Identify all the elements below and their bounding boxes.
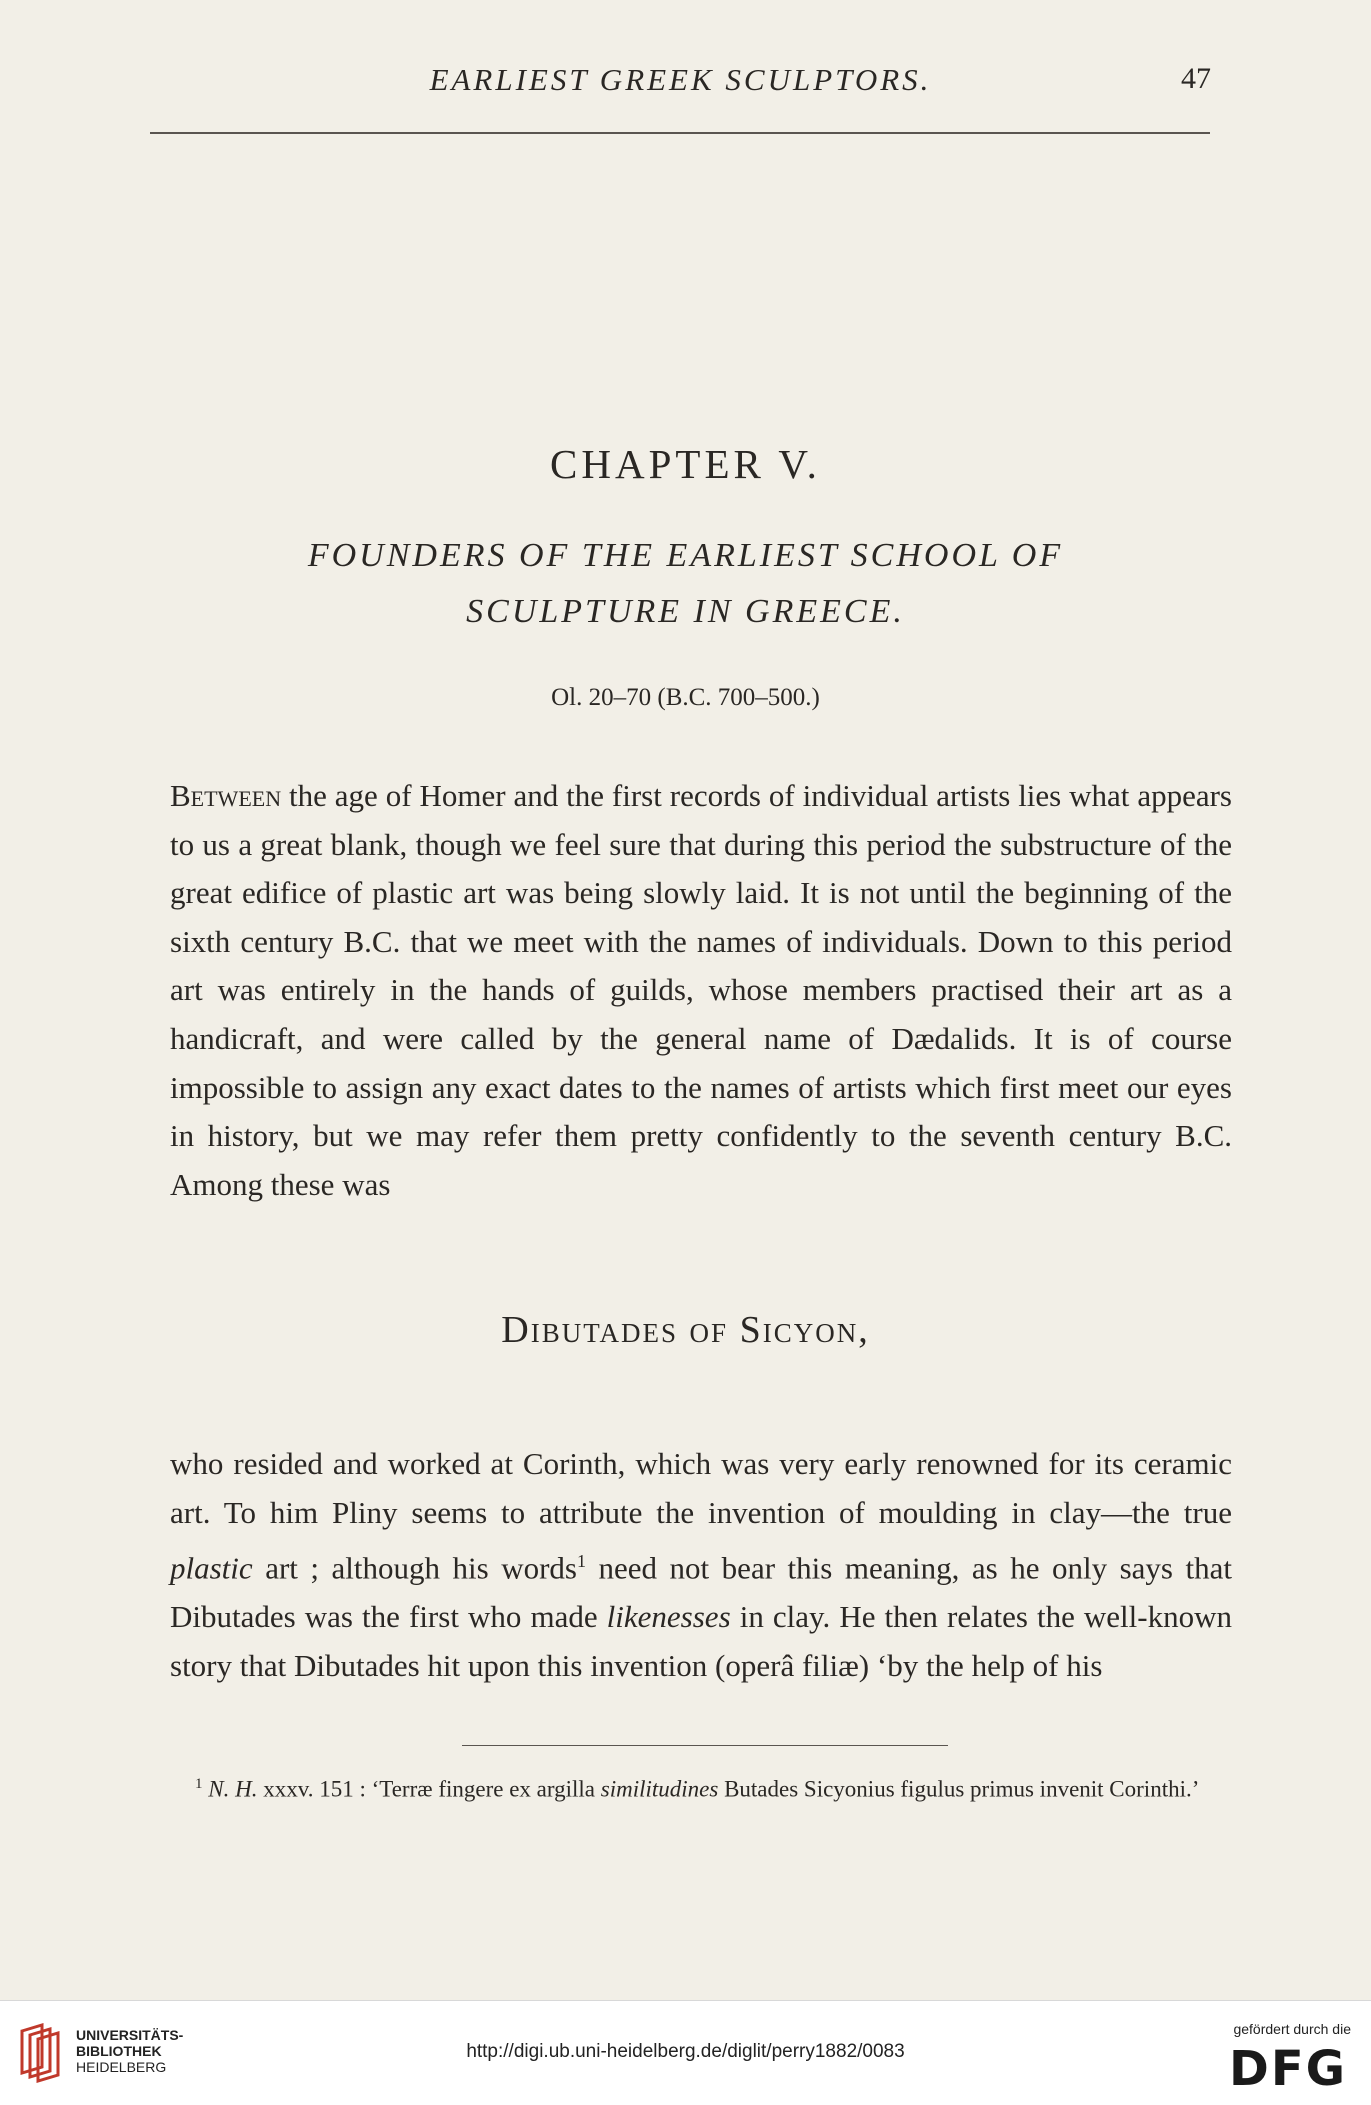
paragraph-2-text-d: in clay. He then relates the well-known story that Dibutades hit upon this invention (operâ filiæ) ‘by the help of his [170,1599,1232,1683]
running-title: EARLIEST GREEK SCULPTORS. [429,62,932,97]
funded-by-label: gefördert durch die [1233,2021,1351,2037]
page-number: 47 [1181,62,1211,95]
paragraph-2-text-a: who resided and worked at Corinth, which was very early renowned for its ceramic art. To him Pliny seems to attribute the invention of moulding in clay—the true [170,1446,1232,1530]
footnote-italic: similitudines [600,1776,719,1802]
footnote-marker: 1 [195,1776,203,1792]
paragraph-lead-word: Between [170,778,282,813]
paragraph-2 [170,1440,1232,1690]
footnote-reference[interactable]: 1 [577,1551,586,1572]
viewer-footer [0,2000,1371,2105]
paragraph-2-italic-likenesses: likenesses [606,1599,731,1635]
paragraph-2-text-c: need not bear this meaning, as he only says that Dibutades was the first who made [170,1550,1232,1635]
chapter-subtitle [0,528,1371,640]
footnote [195,1770,1235,1804]
paragraph-1-text: the age of Homer and the first records of individual artists lies what appears to us a great blank, though we feel sure that during this period the substructure of the great edifice of plastic art was being slowly laid. It is not until the beginning of the sixth century B.C. that we meet with the names of individuals. Down to this period art was entirely in the hands of guilds, whose members practised their art as a handicraft, and were called by the general name of Dædalids. It is of course impossible to assign any exact dates to the names of artists which first meet our eyes in history, but we may refer them pretty confidently to the seventh century B.C. Among these was [170,778,1232,1202]
paragraph-2-text-b: art ; although his words [252,1550,577,1586]
chapter-subtitle-line-1: FOUNDERS OF THE EARLIEST SCHOOL OF [307,537,1064,574]
date-line: Ol. 20–70 (B.C. 700–500.) [551,684,820,711]
footnote-text-a: xxxv. 151 : ‘Terræ fingere ex argilla [257,1776,601,1802]
section-heading: Dibutades of Sicyon, [501,1309,870,1351]
footnote-rule [462,1745,948,1746]
library-name: UNIVERSITÄTS- BIBLIOTHEK HEIDELBERG [76,2027,184,2075]
header-rule [150,132,1210,134]
page-url-link[interactable]: http://digi.ub.uni-heidelberg.de/diglit/perry1882/0083 [466,2041,905,2062]
paragraph-2-italic-plastic: plastic [170,1550,253,1586]
chapter-subtitle-line-2: SCULPTURE IN GREECE. [466,593,905,630]
footnote-ref: N. H. [208,1776,258,1802]
footnote-text-b: Butades Sicyonius figulus primus invenit Corinthi.’ [718,1776,1200,1802]
running-head [150,62,1211,122]
chapter-heading: CHAPTER V. [550,441,821,487]
dfg-logo[interactable]: DFG [1228,2041,1347,2097]
paragraph-1 [170,772,1232,1209]
